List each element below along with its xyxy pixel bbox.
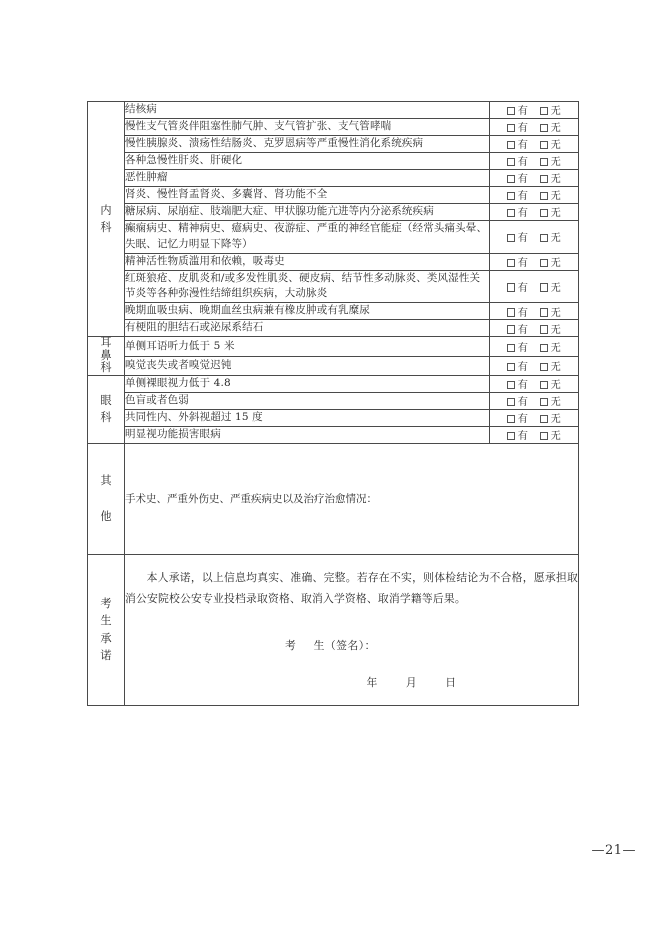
checkbox-no-label: 无 [550, 324, 562, 336]
condition-item: 明显视功能损害眼病 [125, 426, 490, 443]
category-char: 耳 [100, 336, 112, 350]
checkbox-yes[interactable] [507, 427, 529, 442]
checkbox-yes-label: 有 [517, 282, 529, 294]
checkbox-yes[interactable] [507, 153, 529, 168]
checkbox-yes-label: 有 [517, 174, 529, 186]
condition-item: 结核病 [125, 102, 490, 119]
checkbox-group[interactable] [490, 356, 579, 375]
checkbox-box-icon[interactable] [540, 415, 549, 424]
table-row [88, 356, 579, 375]
condition-item: 共同性内、外斜视超过 15 度 [125, 409, 490, 426]
checkbox-yes-label: 有 [517, 397, 529, 409]
page-number: —21— [591, 843, 636, 858]
checkbox-no-label: 无 [550, 233, 562, 245]
table-row [88, 270, 579, 303]
checkbox-yes[interactable] [507, 136, 529, 151]
condition-item: 有梗阻的胆结石或泌尿系结石 [125, 320, 490, 337]
checkbox-yes[interactable] [507, 339, 529, 354]
checkbox-group[interactable] [490, 118, 579, 135]
checkbox-yes-label: 有 [517, 343, 529, 354]
checkbox-box-icon[interactable] [540, 209, 549, 218]
table-row-other [88, 443, 579, 554]
checkbox-yes[interactable] [507, 254, 529, 269]
category-char: 内 [100, 203, 112, 217]
checkbox-no[interactable] [540, 170, 562, 185]
checkbox-box-icon[interactable] [540, 141, 549, 150]
checkbox-group[interactable] [490, 270, 579, 303]
date-year-label: 年 [366, 675, 378, 689]
signature-prefix: 考 [285, 638, 297, 652]
condition-item: 恶性肿瘤 [125, 169, 490, 186]
condition-item: 慢性支气管炎伴阻塞性肺气肿、支气管扩张、支气管哮喘 [125, 118, 490, 135]
checkbox-no[interactable] [540, 427, 562, 442]
condition-item: 色盲或者色弱 [125, 392, 490, 409]
checkbox-box-icon[interactable] [540, 124, 549, 133]
checkbox-group[interactable] [490, 220, 579, 253]
condition-item: 各种急慢性肝炎、肝硬化 [125, 152, 490, 169]
checkbox-no[interactable] [540, 204, 562, 219]
checkbox-no-label: 无 [550, 307, 562, 319]
checkbox-yes[interactable] [507, 170, 529, 185]
checkbox-box-icon[interactable] [540, 283, 549, 292]
date-line[interactable] [125, 672, 578, 693]
category-label-eye [88, 375, 125, 443]
checkbox-yes-label: 有 [517, 191, 529, 203]
checkbox-no[interactable] [540, 153, 562, 168]
condition-item: 晚期血吸虫病、晚期血丝虫病兼有橡皮肿或有乳糜尿 [125, 303, 490, 320]
checkbox-yes-label: 有 [517, 258, 529, 270]
condition-item: 单侧耳语听力低于 5 米 [125, 337, 490, 356]
category-char: 诺 [100, 649, 112, 663]
checkbox-box-icon[interactable] [507, 283, 516, 292]
checkbox-no[interactable] [540, 136, 562, 151]
checkbox-group[interactable] [490, 409, 579, 426]
checkbox-box-icon[interactable] [507, 432, 516, 441]
category-label-internal-stack [88, 202, 124, 237]
category-label-pledge-stack [88, 595, 124, 664]
category-char: 他 [100, 509, 112, 523]
checkbox-no-label: 无 [550, 414, 562, 426]
checkbox-no[interactable] [540, 229, 562, 244]
condition-item: 癫痫病史、精神病史、癔病史、夜游症、严重的神经官能症（经常头痛头晕、失眠、记忆力明显下降等） [125, 220, 490, 253]
pledge-content [125, 554, 579, 705]
checkbox-yes[interactable] [507, 102, 529, 117]
checkbox-no[interactable] [540, 321, 562, 336]
checkbox-yes-label: 有 [517, 233, 529, 245]
condition-item: 肾炎、慢性肾盂肾炎、多囊肾、肾功能不全 [125, 186, 490, 203]
category-label-pledge [88, 554, 125, 705]
checkbox-yes-label: 有 [517, 380, 529, 392]
checkbox-no-label: 无 [550, 123, 562, 135]
other-prompt: 手术史、严重外伤史、严重疾病史以及治疗治愈情况： [125, 492, 377, 505]
checkbox-box-icon[interactable] [540, 325, 549, 334]
checkbox-group[interactable] [490, 253, 579, 270]
checkbox-yes[interactable] [507, 393, 529, 408]
category-char: 科 [100, 361, 112, 375]
category-label-ent [88, 337, 125, 376]
checkbox-group[interactable] [490, 303, 579, 320]
checkbox-group[interactable] [490, 152, 579, 169]
checkbox-yes[interactable] [507, 410, 529, 425]
checkbox-box-icon[interactable] [540, 192, 549, 201]
category-char: 考 [100, 597, 112, 611]
condition-item: 红斑狼疮、皮肌炎和/或多发性肌炎、硬皮病、结节性多动脉炎、类风湿性关节炎等各种弥漫性结缔组织疾病，大动脉炎 [125, 270, 490, 303]
checkbox-group[interactable] [490, 320, 579, 337]
checkbox-box-icon[interactable] [540, 363, 549, 372]
checkbox-yes-label: 有 [517, 431, 529, 443]
signature-line[interactable] [125, 635, 578, 656]
checkbox-yes[interactable] [507, 187, 529, 202]
checkbox-yes[interactable] [507, 204, 529, 219]
checkbox-box-icon[interactable] [540, 381, 549, 390]
checkbox-no[interactable] [540, 254, 562, 269]
checkbox-no-label: 无 [550, 174, 562, 186]
checkbox-box-icon[interactable] [507, 308, 516, 317]
checkbox-box-icon[interactable] [507, 344, 516, 353]
table-row-pledge [88, 554, 579, 705]
checkbox-group[interactable] [490, 135, 579, 152]
checkbox-box-icon[interactable] [507, 381, 516, 390]
checkbox-box-icon[interactable] [507, 175, 516, 184]
checkbox-box-icon[interactable] [507, 124, 516, 133]
checkbox-box-icon[interactable] [540, 259, 549, 268]
checkbox-box-icon[interactable] [540, 308, 549, 317]
checkbox-box-icon[interactable] [507, 415, 516, 424]
checkbox-yes[interactable] [507, 279, 529, 294]
table-row [88, 375, 579, 392]
checkbox-group[interactable] [490, 392, 579, 409]
checkbox-no-label: 无 [550, 362, 562, 374]
medical-exam-table [87, 101, 579, 706]
table-body [88, 102, 579, 706]
checkbox-box-icon[interactable] [507, 107, 516, 116]
checkbox-group[interactable] [490, 186, 579, 203]
checkbox-group[interactable] [490, 169, 579, 186]
table-row [88, 186, 579, 203]
table-row [88, 253, 579, 270]
checkbox-group[interactable] [490, 203, 579, 220]
checkbox-no[interactable] [540, 410, 562, 425]
category-label-eye-stack [88, 392, 124, 427]
date-day-label: 日 [445, 675, 457, 689]
category-char: 眼 [100, 394, 112, 408]
signature-suffix: 生（签名）： [313, 638, 376, 652]
checkbox-no-label: 无 [550, 106, 562, 118]
checkbox-no-label: 无 [550, 397, 562, 409]
table-row [88, 152, 579, 169]
checkbox-box-icon[interactable] [540, 175, 549, 184]
checkbox-box-icon[interactable] [540, 344, 549, 353]
checkbox-no[interactable] [540, 393, 562, 408]
checkbox-box-icon[interactable] [540, 107, 549, 116]
checkbox-box-icon[interactable] [507, 158, 516, 167]
condition-item: 慢性胰腺炎、溃疡性结肠炎、克罗恩病等严重慢性消化系统疾病 [125, 135, 490, 152]
checkbox-yes[interactable] [507, 229, 529, 244]
table-row [88, 203, 579, 220]
checkbox-no-label: 无 [550, 258, 562, 270]
checkbox-yes[interactable] [507, 304, 529, 319]
checkbox-no-label: 无 [550, 431, 562, 443]
checkbox-yes-label: 有 [517, 123, 529, 135]
checkbox-no[interactable] [540, 187, 562, 202]
category-char: 承 [100, 631, 112, 645]
checkbox-yes[interactable] [507, 358, 529, 373]
date-month-label: 月 [405, 675, 418, 689]
other-answer-area[interactable] [125, 443, 579, 554]
table-row [88, 409, 579, 426]
checkbox-yes-label: 有 [517, 208, 529, 220]
checkbox-box-icon[interactable] [507, 209, 516, 218]
checkbox-no[interactable] [540, 304, 562, 319]
table-row [88, 118, 579, 135]
checkbox-yes[interactable] [507, 376, 529, 391]
checkbox-box-icon[interactable] [540, 398, 549, 407]
checkbox-no[interactable] [540, 102, 562, 117]
category-label-other [88, 443, 125, 554]
checkbox-no[interactable] [540, 358, 562, 373]
checkbox-yes-label: 有 [517, 157, 529, 169]
table-row [88, 392, 579, 409]
category-label-ent-stack [88, 337, 124, 375]
checkbox-box-icon[interactable] [507, 398, 516, 407]
category-char: 科 [100, 411, 112, 425]
checkbox-group[interactable] [490, 337, 579, 356]
checkbox-group[interactable] [490, 102, 579, 119]
checkbox-yes-label: 有 [517, 106, 529, 118]
checkbox-no-label: 无 [550, 282, 562, 294]
checkbox-no-label: 无 [550, 157, 562, 169]
checkbox-group[interactable] [490, 375, 579, 392]
checkbox-box-icon[interactable] [507, 141, 516, 150]
table-row [88, 426, 579, 443]
condition-item: 嗅觉丧失或者嗅觉迟钝 [125, 356, 490, 375]
checkbox-box-icon[interactable] [507, 234, 516, 243]
checkbox-yes-label: 有 [517, 414, 529, 426]
checkbox-no-label: 无 [550, 140, 562, 152]
table-row [88, 135, 579, 152]
checkbox-no[interactable] [540, 119, 562, 134]
condition-item: 精神活性物质滥用和依赖，吸毒史 [125, 253, 490, 270]
category-char: 其 [100, 474, 112, 488]
checkbox-no[interactable] [540, 339, 562, 354]
category-char: 生 [100, 614, 112, 628]
table-row [88, 102, 579, 119]
checkbox-box-icon[interactable] [540, 158, 549, 167]
checkbox-box-icon[interactable] [507, 325, 516, 334]
checkbox-no-label: 无 [550, 191, 562, 203]
checkbox-no-label: 无 [550, 343, 562, 354]
table-row [88, 337, 579, 356]
checkbox-no[interactable] [540, 376, 562, 391]
checkbox-box-icon[interactable] [540, 432, 549, 441]
category-char: 鼻 [100, 348, 112, 362]
table-row [88, 169, 579, 186]
checkbox-no-label: 无 [550, 208, 562, 220]
category-char: 科 [100, 221, 112, 235]
checkbox-box-icon[interactable] [540, 234, 549, 243]
table-row [88, 303, 579, 320]
checkbox-yes-label: 有 [517, 307, 529, 319]
checkbox-no-label: 无 [550, 380, 562, 392]
table-row [88, 320, 579, 337]
category-label-other-stack [88, 472, 124, 525]
pledge-paragraph: 本人承诺，以上信息均真实、准确、完整。若存在不实，则体检结论为不合格，愿承担取消公安院校公安专业投档录取资格、取消入学资格、取消学籍等后果。 [125, 570, 578, 605]
checkbox-box-icon[interactable] [507, 192, 516, 201]
checkbox-group[interactable] [490, 426, 579, 443]
checkbox-no[interactable] [540, 279, 562, 294]
checkbox-yes-label: 有 [517, 362, 529, 374]
category-label-internal [88, 102, 125, 337]
checkbox-yes[interactable] [507, 119, 529, 134]
checkbox-box-icon[interactable] [507, 259, 516, 268]
checkbox-yes[interactable] [507, 321, 529, 336]
checkbox-yes-label: 有 [517, 324, 529, 336]
checkbox-yes-label: 有 [517, 140, 529, 152]
condition-item: 单侧裸眼视力低于 4.8 [125, 375, 490, 392]
condition-item: 糖尿病、尿崩症、肢端肥大症、甲状腺功能亢进等内分泌系统疾病 [125, 203, 490, 220]
table-row [88, 220, 579, 253]
checkbox-box-icon[interactable] [507, 363, 516, 372]
